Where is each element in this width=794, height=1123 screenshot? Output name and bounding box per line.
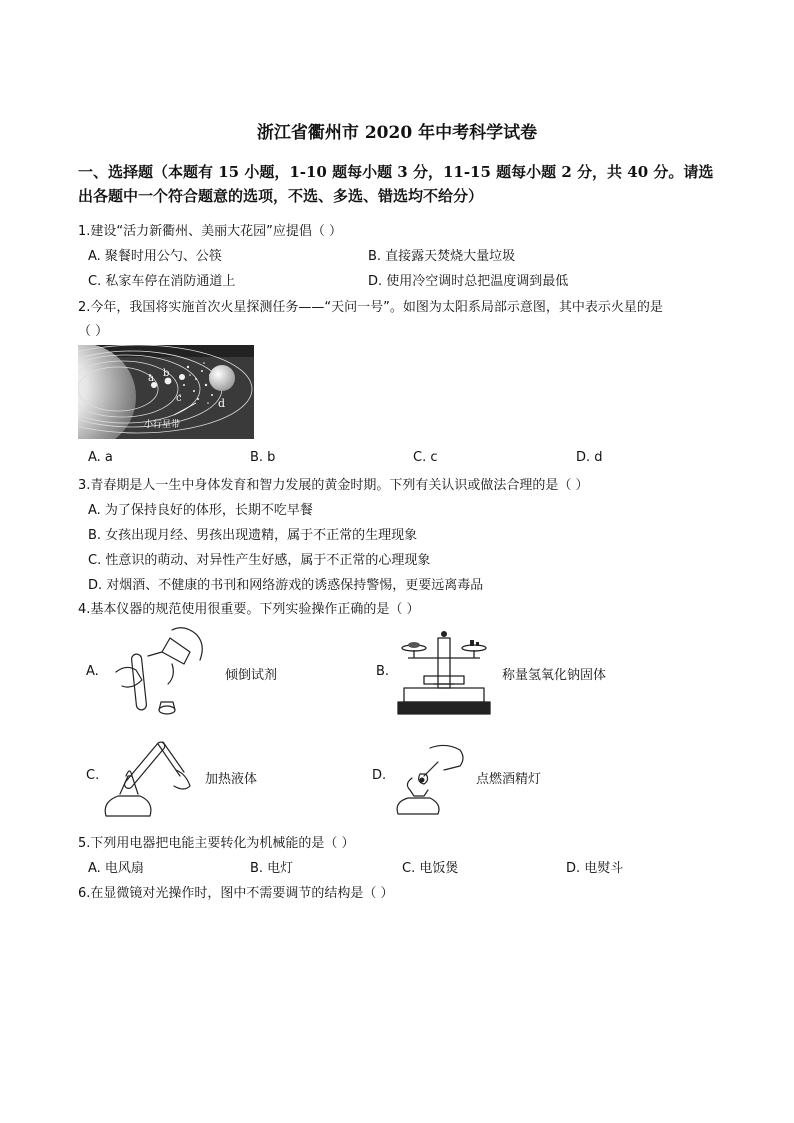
question-5-option-a: A. 电风扇	[88, 861, 144, 876]
heating-liquid-figure	[100, 730, 195, 820]
page-title: 浙江省衢州市 2020 年中考科学试卷	[256, 123, 538, 143]
question-2-option-b: B. b	[250, 450, 276, 465]
question-5-option-d: D. 电熨斗	[566, 861, 624, 876]
planet-c	[179, 374, 185, 380]
question-3-option-c: C. 性意识的萌动、对异性产生好感，属于不正常的心理现象	[88, 553, 431, 568]
solar-system-figure	[78, 345, 254, 439]
fig-label-b: b	[163, 368, 170, 379]
question-4-option-c-text: 加热液体	[205, 772, 258, 787]
question-3-option-b: B. 女孩出现月经、男孩出现遗精，属于不正常的生理现象	[88, 528, 418, 543]
fig-label-a: a	[148, 373, 154, 384]
question-1-option-c: C. 私家车停在消防通道上	[88, 274, 236, 289]
question-2-option-a: A. a	[88, 450, 113, 465]
question-1-option-b: B. 直接露天焚烧大量垃圾	[368, 249, 516, 264]
question-4-option-d-text: 点燃酒精灯	[476, 772, 542, 787]
question-4-option-c-letter: C.	[86, 768, 100, 783]
pouring-reagent-figure	[112, 624, 212, 718]
question-4-option-a-letter: A.	[86, 664, 99, 679]
question-5-option-c: C. 电饭煲	[402, 861, 459, 876]
question-2-option-d: D. d	[576, 450, 603, 465]
question-6-stem: 6.在显微镜对光操作时，图中不需要调节的结构是（ ）	[78, 886, 394, 901]
lighting-alcohol-lamp-figure	[390, 740, 470, 816]
question-3-option-d: D. 对烟酒、不健康的书刊和网络游戏的诱惑保持警惕，更要远离毒品	[88, 578, 484, 593]
question-4-option-b-letter: B.	[376, 664, 390, 679]
balance-scale-figure	[394, 628, 494, 718]
question-4-stem: 4.基本仪器的规范使用很重要。下列实验操作正确的是（ ）	[78, 602, 420, 617]
question-1-stem: 1.建设“活力新衢州、美丽大花园”应提倡（ ）	[78, 224, 343, 239]
question-4-option-a-text: 倾倒试剂	[225, 668, 278, 683]
planet-d-jupiter	[209, 365, 235, 391]
question-4-option-b-text: 称量氢氧化钠固体	[502, 668, 607, 683]
question-2-stem: 2.今年，我国将实施首次火星探测任务——“天问一号”。如图为太阳系局部示意图，其中表示火星的是	[78, 300, 663, 315]
question-1-option-a: A. 聚餐时用公勺、公筷	[88, 249, 222, 264]
question-2-option-c: C. c	[413, 450, 438, 465]
question-5-stem: 5.下列用电器把电能主要转化为机械能的是（ ）	[78, 836, 355, 851]
fig-label-c: c	[176, 393, 182, 404]
question-3-option-a: A. 为了保持良好的体形，长期不吃早餐	[88, 503, 313, 518]
question-3-stem: 3.青春期是人一生中身体发育和智力发展的黄金时期。下列有关认识或做法合理的是（ ）	[78, 478, 589, 493]
fig-label-asteroid-belt: 小行星带	[144, 420, 181, 430]
question-2-stem-bracket: （ ）	[78, 324, 109, 339]
fig-label-d: d	[218, 397, 226, 410]
question-4-option-d-letter: D.	[372, 768, 387, 783]
question-5-option-b: B. 电灯	[250, 861, 294, 876]
question-1-option-d: D. 使用冷空调时总把温度调到最低	[368, 274, 569, 289]
section-heading: 一、选择题（本题有 15 小题，1-10 题每小题 3 分，11-15 题每小题 2 分，共 40 分。请选出各题中一个符合题意的选项，不选、多选、错选均不给分）	[78, 163, 714, 205]
